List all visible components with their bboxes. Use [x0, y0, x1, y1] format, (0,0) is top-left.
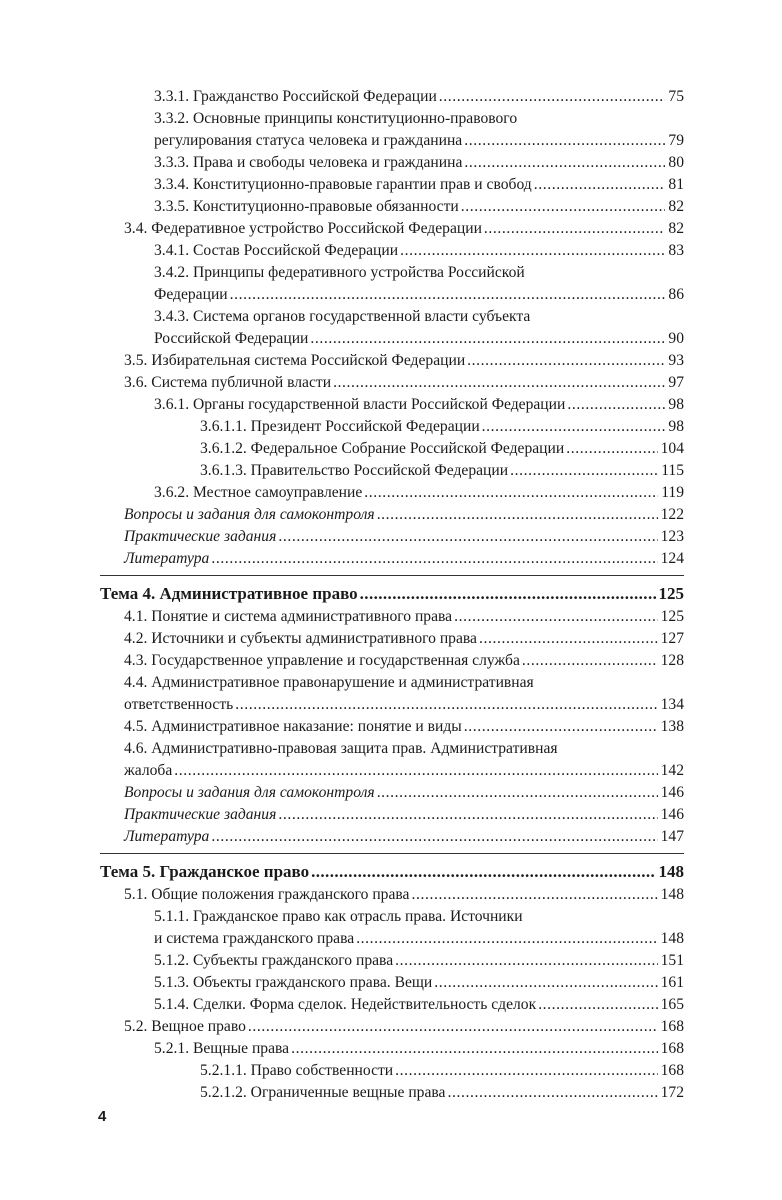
toc-page-number: 148 — [660, 886, 684, 903]
toc-page-number: 125 — [660, 608, 684, 625]
toc-page-number: 168 — [660, 1062, 684, 1079]
toc-entry-title: 5.2.1.1. Право собственности — [200, 1062, 394, 1079]
toc-page-number: 172 — [660, 1084, 684, 1101]
toc-entry — [100, 1060, 684, 1082]
toc-entry-title: 4.3. Государственное управление и государственная служба — [124, 652, 520, 669]
toc-entry — [100, 672, 684, 716]
dot-leader — [484, 218, 665, 240]
toc-entry-title: 3.5. Избирательная система Российской Федерации — [124, 352, 466, 369]
toc-page-number: 123 — [660, 528, 684, 545]
toc-page-number: 142 — [660, 762, 684, 779]
dot-leader — [566, 438, 657, 460]
toc-chapter — [100, 583, 684, 605]
toc-entry — [100, 218, 684, 240]
toc-entry-title: 3.6. Система публичной власти — [124, 374, 332, 391]
dot-leader — [395, 1060, 657, 1082]
toc-page-number: 148 — [658, 862, 684, 881]
dot-leader — [174, 760, 657, 782]
dot-leader — [464, 152, 665, 174]
toc-entry — [100, 1016, 684, 1038]
toc-entry-title: Литература — [124, 550, 210, 567]
toc-entry-title: 5.1.2. Субъекты гражданского права — [154, 952, 394, 969]
toc-entry — [100, 174, 684, 196]
toc-page-number: 82 — [668, 220, 684, 237]
toc-page-number: 75 — [668, 88, 684, 105]
dot-leader — [464, 130, 665, 152]
toc-entry — [100, 782, 684, 804]
toc-page-number: 83 — [668, 242, 684, 259]
dot-leader — [400, 240, 665, 262]
toc-entry-title-line: 5.1.1. Гражданское право как отрасль права. Источники — [154, 908, 523, 925]
dot-leader — [230, 284, 666, 306]
toc-entry — [100, 994, 684, 1016]
dot-leader — [510, 460, 658, 482]
section-divider — [100, 853, 684, 854]
toc-entry — [100, 152, 684, 174]
toc-entry — [100, 306, 684, 350]
toc-entry-title: 3.3.4. Конституционно-правовые гарантии прав и свобод — [154, 176, 532, 193]
toc-entry — [100, 394, 684, 416]
toc-entry-title: 3.6.1.2. Федеральное Собрание Российской Федерации — [200, 440, 565, 457]
dot-leader — [311, 861, 655, 883]
dot-leader — [235, 694, 657, 716]
toc-entry — [100, 108, 684, 152]
toc-page-number: 127 — [660, 630, 684, 647]
toc-entry — [100, 606, 684, 628]
toc-entry-title: Вопросы и задания для самоконтроля — [124, 506, 375, 523]
toc-entry-title: 5.1.4. Сделки. Форма сделок. Недействительность сделок — [154, 996, 537, 1013]
toc-entry-title: 3.6.1.3. Правительство Российской Федерации — [200, 462, 509, 479]
dot-leader — [377, 504, 658, 526]
toc-entry — [100, 826, 684, 848]
dot-leader — [211, 826, 657, 848]
toc-entry-title: 3.6.2. Местное самоуправление — [154, 484, 363, 501]
dot-leader — [464, 716, 658, 738]
toc-entry-title: Литература — [124, 828, 210, 845]
toc-entry-title: 5.1. Общие положения гражданского права — [124, 886, 410, 903]
table-of-contents — [100, 86, 684, 1104]
toc-entry-title: 3.6.1.1. Президент Российской Федерации — [200, 418, 480, 435]
toc-entry — [100, 438, 684, 460]
dot-leader — [211, 548, 657, 570]
toc-entry-title: 5.2.1.2. Ограниченные вещные права — [200, 1084, 446, 1101]
toc-page-number: 147 — [660, 828, 684, 845]
toc-page-number: 161 — [660, 974, 684, 991]
section-divider — [100, 575, 684, 576]
toc-entry-title-line: 3.3.2. Основные принципы конституционно-правового — [154, 110, 518, 127]
toc-entry — [100, 460, 684, 482]
toc-page-number: 134 — [660, 696, 684, 713]
toc-entry — [100, 972, 684, 994]
toc-page-number: 115 — [661, 462, 684, 479]
toc-entry-title: 5.2. Вещное право — [124, 1018, 246, 1035]
toc-entry-title: Тема 5. Гражданское право — [100, 862, 310, 881]
dot-leader — [454, 606, 658, 628]
dot-leader — [467, 350, 665, 372]
dot-leader — [395, 950, 657, 972]
toc-entry-title: ответственность — [124, 696, 234, 713]
toc-entry — [100, 804, 684, 826]
toc-entry — [100, 950, 684, 972]
toc-entry — [100, 196, 684, 218]
toc-entry-title: Вопросы и задания для самоконтроля — [124, 784, 375, 801]
toc-entry-title: регулирования статуса человека и гражданина — [154, 132, 463, 149]
toc-entry — [100, 1038, 684, 1060]
dot-leader — [360, 583, 656, 605]
toc-entry — [100, 650, 684, 672]
toc-entry-title: 3.3.5. Конституционно-правовые обязанности — [154, 198, 459, 215]
dot-leader — [522, 650, 658, 672]
toc-entry-title: жалоба — [124, 762, 173, 779]
dot-leader — [377, 782, 658, 804]
toc-entry-title: 4.2. Источники и субъекты административного права — [124, 630, 477, 647]
toc-entry — [100, 884, 684, 906]
dot-leader — [278, 526, 657, 548]
toc-page-number: 98 — [668, 396, 684, 413]
toc-entry — [100, 240, 684, 262]
toc-chapter — [100, 861, 684, 883]
dot-leader — [333, 372, 665, 394]
toc-entry — [100, 372, 684, 394]
toc-page-number: 151 — [660, 952, 684, 969]
dot-leader — [482, 416, 666, 438]
dot-leader — [479, 628, 658, 650]
toc-entry-title: 4.1. Понятие и система административного права — [124, 608, 453, 625]
toc-page-number: 125 — [658, 584, 684, 603]
dot-leader — [439, 86, 666, 108]
toc-entry-title: 4.5. Административное наказание: понятие и виды — [124, 718, 462, 735]
dot-leader — [248, 1016, 658, 1038]
toc-entry-title: Тема 4. Административное право — [100, 584, 358, 603]
toc-entry-title-line: 3.4.3. Система органов государственной власти субъекта — [154, 308, 531, 325]
toc-page-number: 79 — [668, 132, 684, 149]
toc-page-number: 148 — [660, 930, 684, 947]
toc-entry — [100, 350, 684, 372]
toc-entry-title: Российской Федерации — [154, 330, 309, 347]
toc-entry — [100, 526, 684, 548]
dot-leader — [278, 804, 657, 826]
page-number: 4 — [98, 1108, 107, 1125]
dot-leader — [534, 174, 666, 196]
toc-entry-title-line: 3.4.2. Принципы федеративного устройства Российской — [154, 264, 525, 281]
toc-entry-title: 5.2.1. Вещные права — [154, 1040, 290, 1057]
toc-entry — [100, 86, 684, 108]
toc-page-number: 138 — [660, 718, 684, 735]
dot-leader — [447, 1082, 657, 1104]
toc-page-number: 104 — [660, 440, 684, 457]
toc-entry-title: 5.1.3. Объекты гражданского права. Вещи — [154, 974, 433, 991]
toc-page-number: 165 — [660, 996, 684, 1013]
toc-entry-title: Федерации — [154, 286, 228, 303]
dot-leader — [291, 1038, 658, 1060]
toc-entry-title-line: 4.6. Административно-правовая защита прав. Административная — [124, 740, 558, 757]
toc-page-number: 93 — [668, 352, 684, 369]
toc-entry — [100, 482, 684, 504]
dot-leader — [538, 994, 657, 1016]
toc-entry-title: 3.3.3. Права и свободы человека и гражданина — [154, 154, 463, 171]
toc-entry-title: 3.4. Федеративное устройство Российской Федерации — [124, 220, 482, 237]
toc-page-number: 97 — [668, 374, 684, 391]
toc-page-number: 146 — [660, 806, 684, 823]
toc-page-number: 168 — [660, 1040, 684, 1057]
toc-page-number: 124 — [660, 550, 684, 567]
toc-entry-title: 3.3.1. Гражданство Российской Федерации — [154, 88, 437, 105]
toc-entry — [100, 548, 684, 570]
toc-page-number: 168 — [660, 1018, 684, 1035]
toc-entry-title: 3.4.1. Состав Российской Федерации — [154, 242, 399, 259]
toc-page-number: 119 — [661, 484, 684, 501]
toc-page-number: 146 — [660, 784, 684, 801]
toc-entry-title: 3.6.1. Органы государственной власти Российской Федерации — [154, 396, 566, 413]
toc-page-number: 98 — [668, 418, 684, 435]
toc-entry-title: Практические задания — [124, 806, 277, 823]
toc-entry-title: и система гражданского права — [154, 930, 355, 947]
dot-leader — [364, 482, 658, 504]
toc-entry — [100, 416, 684, 438]
dot-leader — [411, 884, 657, 906]
toc-entry — [100, 504, 684, 526]
toc-entry-title-line: 4.4. Административное правонарушение и административная — [124, 674, 534, 691]
dot-leader — [461, 196, 666, 218]
toc-page-number: 80 — [668, 154, 684, 171]
dot-leader — [434, 972, 657, 994]
toc-page-number: 82 — [668, 198, 684, 215]
toc-entry — [100, 738, 684, 782]
toc-entry — [100, 716, 684, 738]
toc-entry — [100, 628, 684, 650]
toc-page-number: 90 — [668, 330, 684, 347]
dot-leader — [356, 928, 657, 950]
toc-entry — [100, 262, 684, 306]
toc-page-number: 86 — [668, 286, 684, 303]
dot-leader — [310, 328, 665, 350]
dot-leader — [567, 394, 665, 416]
toc-page-number: 128 — [660, 652, 684, 669]
toc-page-number: 81 — [668, 176, 684, 193]
toc-page-number: 122 — [660, 506, 684, 523]
toc-entry — [100, 906, 684, 950]
toc-entry — [100, 1082, 684, 1104]
toc-entry-title: Практические задания — [124, 528, 277, 545]
